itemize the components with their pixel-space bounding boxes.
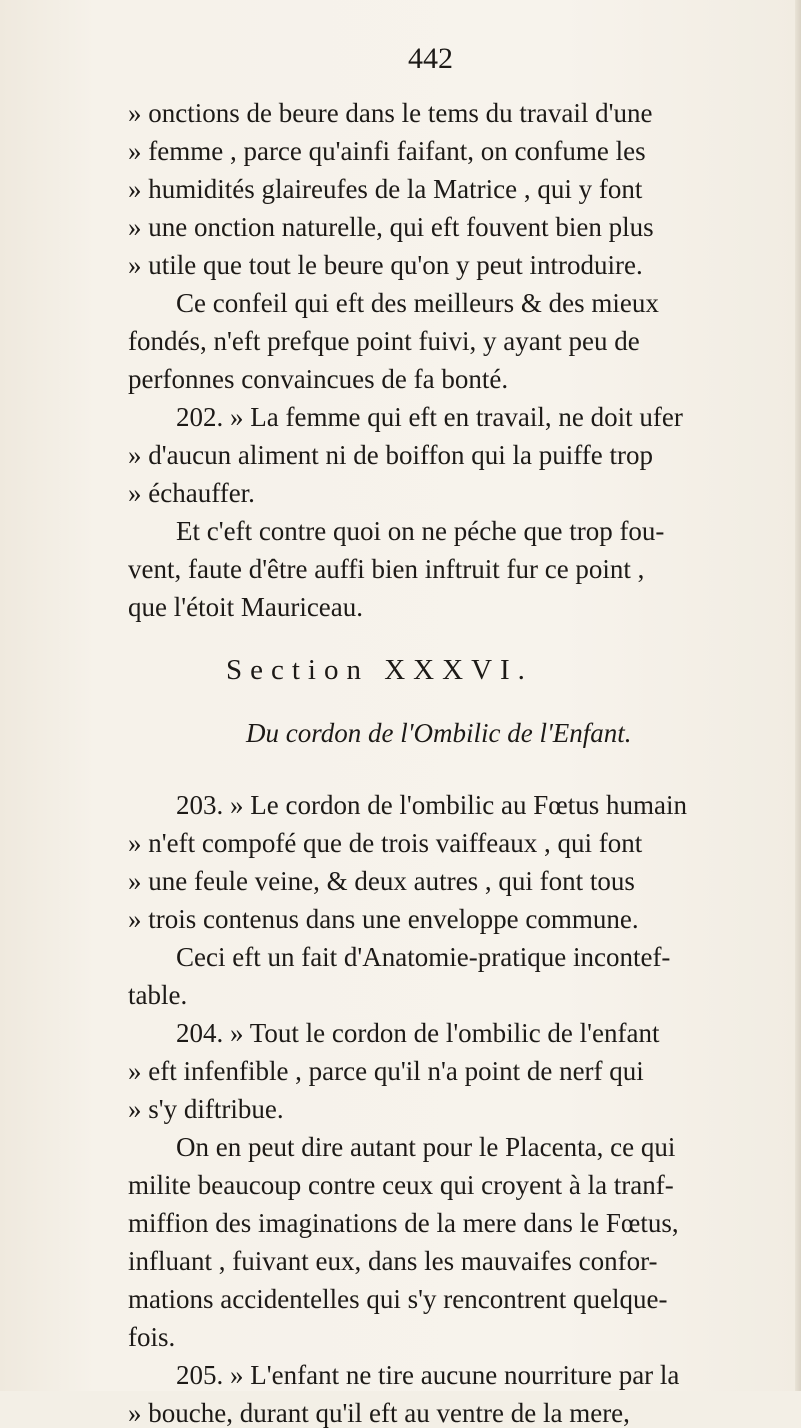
text-line: » bouche, durant qu'il eft au ventre de la mere, xyxy=(128,1398,630,1428)
text-line: » n'eft compofé que de trois vaiffeaux , qui font xyxy=(128,828,643,858)
text-line: milite beaucoup contre ceux qui croyent à la tranf- xyxy=(128,1170,674,1200)
text-line: Et c'eft contre quoi on ne péche que trop fou- xyxy=(176,516,665,546)
text-line: fois. xyxy=(128,1322,176,1352)
page-edge xyxy=(795,0,801,1391)
text-line: fondés, n'eft prefque point fuivi, y ayant peu de xyxy=(128,326,640,356)
text-line: 204. » Tout le cordon de l'ombilic de l'enfant xyxy=(176,1018,660,1048)
page-number: 442 xyxy=(408,42,453,75)
text-line: » s'y diftribue. xyxy=(128,1094,284,1124)
text-line: » femme , parce qu'ainfi faifant, on confume les xyxy=(128,136,646,166)
text-line: que l'étoit Mauriceau. xyxy=(128,592,364,622)
text-line: mations accidentelles qui s'y rencontrent quelque- xyxy=(128,1284,668,1314)
text-line: 202. » La femme qui eft en travail, ne doit ufer xyxy=(176,402,683,432)
text-line: » une onction naturelle, qui eft fouvent bien plus xyxy=(128,212,654,242)
text-line: table. xyxy=(128,980,188,1010)
text-line: 203. » Le cordon de l'ombilic au Fœtus humain xyxy=(176,790,688,820)
text-line: » humidités glaireufes de la Matrice , qui y font xyxy=(128,174,643,204)
text-line: 205. » L'enfant ne tire aucune nourriture par la xyxy=(176,1360,680,1390)
text-line: miffion des imaginations de la mere dans le Fœtus, xyxy=(128,1208,679,1238)
text-line: Ce confeil qui eft des meilleurs & des mieux xyxy=(176,288,659,318)
text-line: perfonnes convaincues de fa bonté. xyxy=(128,364,509,394)
text-line: » utile que tout le beure qu'on y peut introduire. xyxy=(128,250,643,280)
section-heading: Section XXXVI. xyxy=(226,654,533,686)
text-line: » d'aucun aliment ni de boiffon qui la puiffe trop xyxy=(128,440,653,470)
text-line: » échauffer. xyxy=(128,478,255,508)
text-line: vent, faute d'être auffi bien inftruit fur ce point , xyxy=(128,554,645,584)
text-line: On en peut dire autant pour le Placenta, ce qui xyxy=(176,1132,676,1162)
text-line: » une feule veine, & deux autres , qui font tous xyxy=(128,866,635,896)
section-subtitle: Du cordon de l'Ombilic de l'Enfant. xyxy=(246,718,632,748)
text-line: » eft infenfible , parce qu'il n'a point de nerf qui xyxy=(128,1056,644,1086)
text-line: » trois contenus dans une enveloppe commune. xyxy=(128,904,639,934)
text-line: Ceci eft un fait d'Anatomie-pratique incontef- xyxy=(176,942,671,972)
text-line: » onctions de beure dans le tems du travail d'une xyxy=(128,98,653,128)
text-line: influant , fuivant eux, dans les mauvaifes confor- xyxy=(128,1246,658,1276)
